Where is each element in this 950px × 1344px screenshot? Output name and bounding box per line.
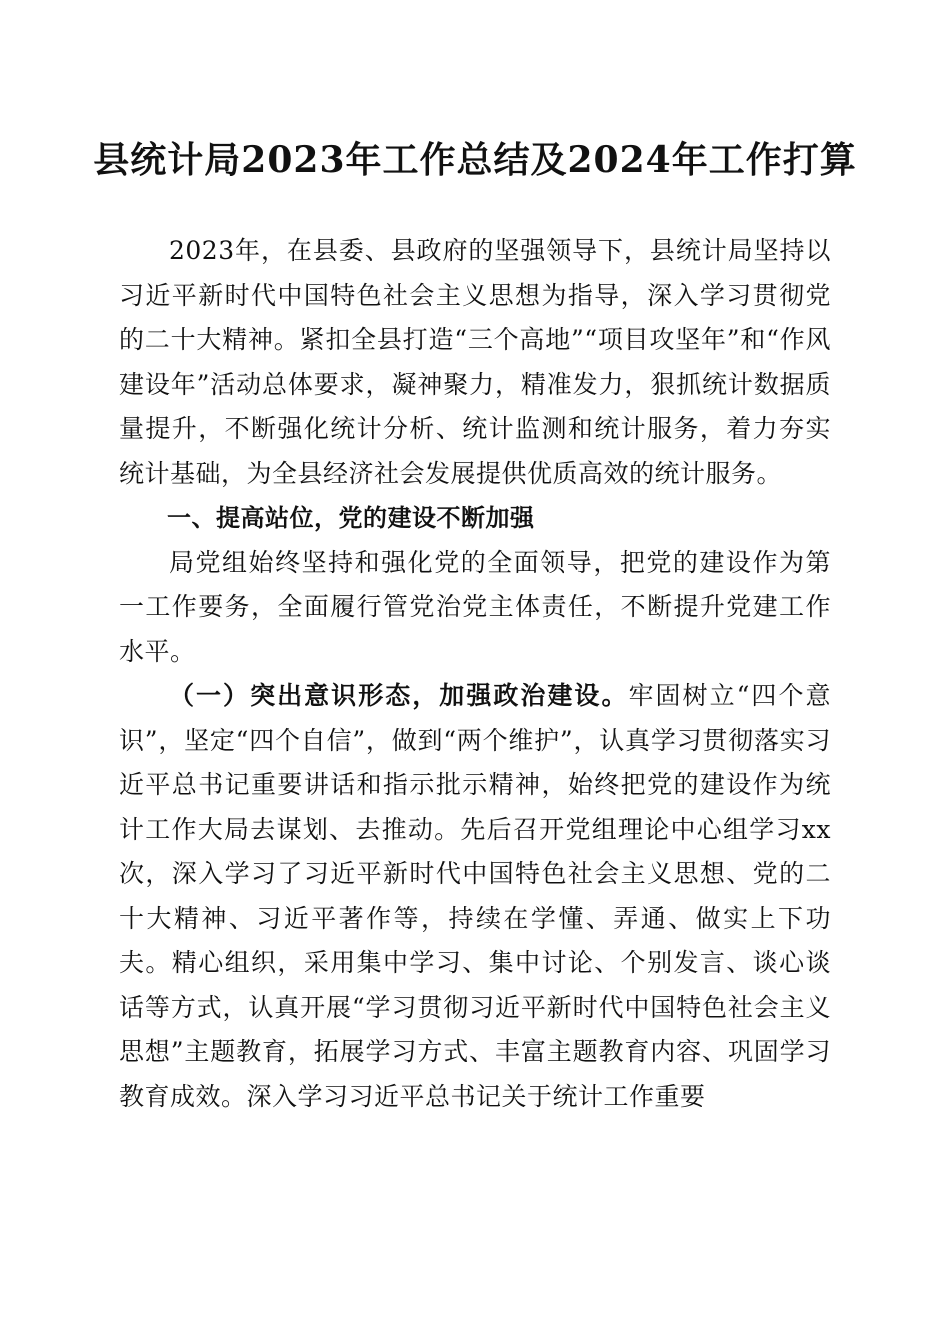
section-1-heading: 一、提高站位，党的建设不断加强 <box>167 504 535 532</box>
section-1-paragraph: 局党组始终坚持和强化党的全面领导，把党的建设作为第一工作要务，全面履行管党治党主体责任，不断提升党建工作水平。 <box>119 547 831 666</box>
subsection-1-body: 牢固树立“四个意识”，坚定“四个自信”，做到“两个维护”，认真学习贯彻落实习近平总书记重要讲话和指示批示精神，始终把党的建设作为统计工作大局去谋划、去推动。先后召开党组理论中心组学习xx次，深入学习了习近平新时代中国特色社会主义思想、党的二十大精神、习近平著作等，持续在学懂、弄通、做实上下功夫。精心组织，采用集中学习、集中讨论、个别发言、谈心谈话等方式，认真开展“学习贯彻习近平新时代中国特色社会主义思想”主题教育，拓展学习方式、丰富主题教育内容、巩固学习教育成效。深入学习习近平总书记关于统计工作重要 <box>119 681 831 1111</box>
document-title: 县统计局2023年工作总结及2024年工作打算 <box>93 139 857 181</box>
subsection-1-paragraph <box>119 674 831 1119</box>
document-body <box>119 229 831 1119</box>
intro-paragraph: 2023年，在县委、县政府的坚强领导下，县统计局坚持以习近平新时代中国特色社会主义思想为指导，深入学习贯彻党的二十大精神。紧扣全县打造“三个高地”“项目攻坚年”和“作风建设年”活动总体要求，凝神聚力，精准发力，狠抓统计数据质量提升，不断强化统计分析、统计监测和统计服务，着力夯实统计基础，为全县经济社会发展提供优质高效的统计服务。 <box>119 236 831 488</box>
subsection-1-heading: （一）突出意识形态，加强政治建设。 <box>169 681 629 710</box>
